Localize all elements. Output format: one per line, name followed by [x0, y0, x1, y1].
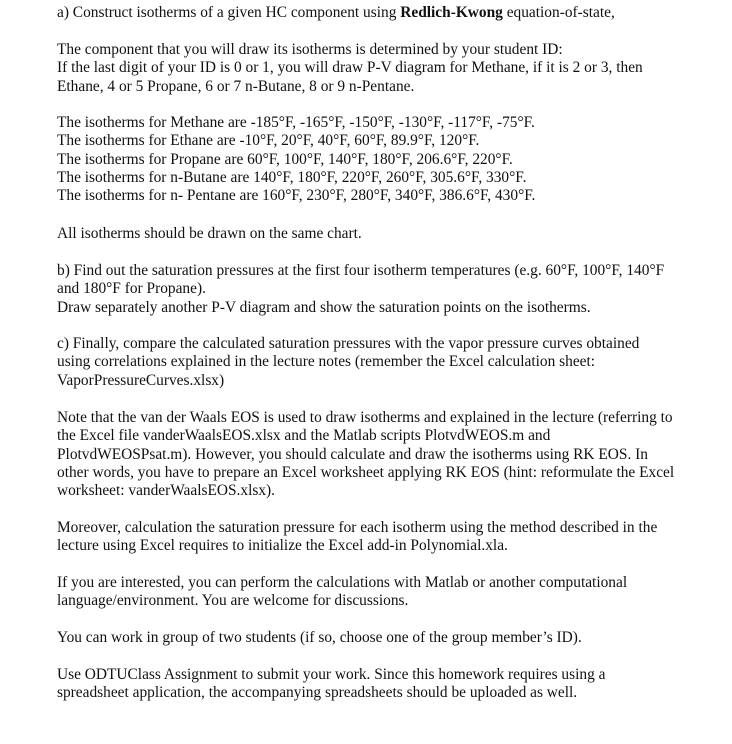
part-c-paragraph: [57, 335, 639, 390]
note-line: Note that the van der Waals EOS is used to draw isotherms and explained in the lecture (referring to: [57, 409, 673, 426]
isotherm-line-n-pentane: The isotherms for n- Pentane are 160°F, 230°F, 280°F, 340°F, 386.6°F, 430°F.: [57, 187, 536, 205]
part-c-line: VaporPressureCurves.xlsx): [57, 371, 225, 389]
same-chart-paragraph: [57, 225, 362, 243]
same-chart-line: All isotherms should be drawn on the same chart.: [57, 225, 362, 242]
submit-line: Use ODTUClass Assignment to submit your work. Since this homework requires using a: [57, 666, 606, 683]
component-selection-line: The component that you will draw its isotherms is determined by your student ID:: [57, 41, 563, 58]
interested-paragraph: [57, 574, 627, 611]
interested-line: language/environment. You are welcome for discussions.: [57, 592, 409, 610]
interested-line: If you are interested, you can perform the calculations with Matlab or another computational: [57, 574, 628, 591]
part-a-eos-name: Redlich-Kwong: [400, 4, 503, 21]
note-line: worksheet: vanderWaalsEOS.xlsx).: [57, 482, 276, 500]
part-b-line: Draw separately another P-V diagram and show the saturation points on the isotherms.: [57, 298, 591, 316]
component-selection-paragraph: [57, 41, 643, 96]
part-a-suffix: equation-of-state,: [502, 4, 615, 21]
part-b-paragraph: [57, 262, 664, 317]
isotherm-line-ethane: The isotherms for Ethane are -10°F, 20°F, 40°F, 60°F, 89.9°F, 120°F.: [57, 132, 480, 150]
part-a-heading: [57, 4, 615, 22]
moreover-line: Moreover, calculation the saturation pressure for each isotherm using the method described in the: [57, 519, 658, 536]
note-paragraph: [57, 409, 674, 500]
component-selection-line: Ethane, 4 or 5 Propane, 6 or 7 n-Butane, 8 or 9 n-Pentane.: [57, 77, 415, 95]
note-line: other words, you have to prepare an Excel worksheet applying RK EOS (hint: reformulate the Excel: [57, 463, 675, 481]
component-selection-line: If the last digit of your ID is 0 or 1, you will draw P-V diagram for Methane, if it is 2 or 3, then: [57, 59, 643, 77]
part-c-line: using correlations explained in the lecture notes (remember the Excel calculation sheet:: [57, 353, 596, 371]
group-line: You can work in group of two students (if so, choose one of the group member’s ID).: [57, 629, 582, 646]
group-paragraph: [57, 629, 582, 647]
part-a-prefix: a) Construct isotherms of a given HC component using: [57, 4, 401, 21]
isotherms-paragraph: [57, 114, 535, 205]
isotherm-line-n-butane: The isotherms for n-Butane are 140°F, 180°F, 220°F, 260°F, 305.6°F, 330°F.: [57, 168, 527, 186]
moreover-line: lecture using Excel requires to initialize the Excel add-in Polynomial.xla.: [57, 537, 508, 555]
part-b-line: and 180°F for Propane).: [57, 280, 206, 298]
isotherm-line-propane: The isotherms for Propane are 60°F, 100°F, 140°F, 180°F, 206.6°F, 220°F.: [57, 150, 513, 168]
submit-paragraph: [57, 666, 605, 703]
note-line: the Excel file vanderWaalsEOS.xlsx and the Matlab scripts PlotvdWEOS.m and: [57, 427, 551, 445]
part-c-line: c) Finally, compare the calculated saturation pressures with the vapor pressure curves obtained: [57, 335, 640, 352]
submit-line: spreadsheet application, the accompanying spreadsheets should be uploaded as well.: [57, 684, 578, 702]
moreover-paragraph: [57, 519, 657, 556]
part-b-line: b) Find out the saturation pressures at the first four isotherm temperatures (e.g. 60°F, 100°F, 140°F: [57, 262, 665, 279]
note-line: PlotvdWEOSPsat.m). However, you should calculate and draw the isotherms using RK EOS. In: [57, 445, 648, 463]
isotherm-line-methane: The isotherms for Methane are -185°F, -165°F, -150°F, -130°F, -117°F, -75°F.: [57, 114, 535, 131]
